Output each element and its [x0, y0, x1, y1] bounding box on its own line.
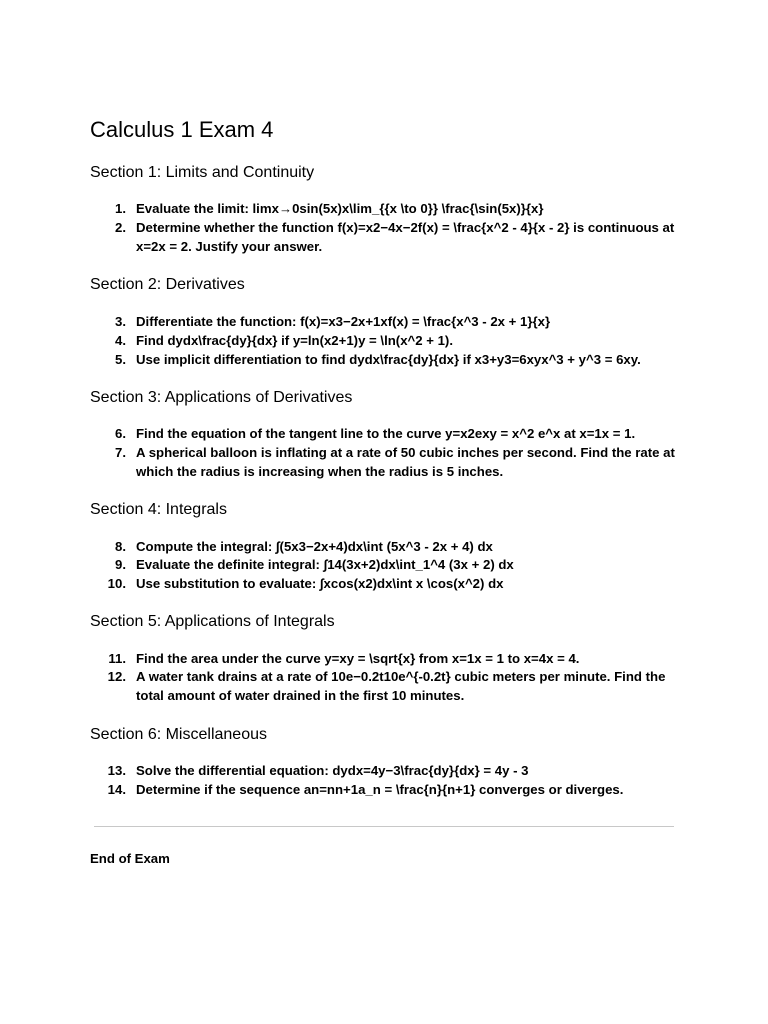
question-number: 10. [107, 576, 126, 591]
section-3-heading: Section 3: Applications of Derivatives [90, 389, 353, 406]
question-number: 8. [115, 539, 126, 554]
question-text: A water tank drains at a rate of 10e−0.2t10e^{-0.2t} cubic meters per minute. Find the total amount of water drained in the first 10 minutes. [136, 669, 666, 703]
question-text: Determine if the sequence an=nn+1a_n = \frac{n}{n+1} converges or diverges. [136, 782, 624, 797]
question-text: Use implicit differentiation to find dydx\frac{dy}{dx} if x3+y3=6xyx^3 + y^3 = 6xy. [136, 352, 641, 367]
question-text: Find the equation of the tangent line to the curve y=x2exy = x^2 e^x at x=1x = 1. [136, 426, 636, 441]
question-number: 9. [115, 557, 126, 572]
question-text: A spherical balloon is inflating at a rate of 50 cubic inches per second. Find the rate at which the radius is increasing when the radius is 5 inches. [136, 445, 675, 479]
question-text: Determine whether the function f(x)=x2−4x−2f(x) = \frac{x^2 - 4}{x - 2} is continuous at x=2x = 2. Justify your answer. [136, 220, 675, 254]
question-text: Find dydx\frac{dy}{dx} if y=ln(x2+1)y = \ln(x^2 + 1). [136, 333, 453, 348]
question-text: Differentiate the function: f(x)=x3−2x+1xf(x) = \frac{x^3 - 2x + 1}{x} [136, 314, 551, 329]
section-2-heading: Section 2: Derivatives [90, 276, 245, 293]
question-text: Find the area under the curve y=xy = \sqrt{x} from x=1x = 1 to x=4x = 4. [136, 651, 580, 666]
page-title: Calculus 1 Exam 4 [90, 117, 274, 142]
question-text: Compute the integral: ∫(5x3−2x+4)dx\int (5x^3 - 2x + 4) dx [136, 539, 493, 554]
question-number: 13. [107, 763, 126, 778]
question-number: 12. [107, 669, 126, 684]
question-text: Evaluate the limit: limx→0sin(5x)x\lim_{{x \to 0}} \frac{\sin(5x)}{x} [136, 201, 544, 216]
section-6-heading: Section 6: Miscellaneous [90, 726, 267, 743]
question-text: Use substitution to evaluate: ∫xcos(x2)dx\int x \cos(x^2) dx [136, 576, 504, 591]
section-1-heading: Section 1: Limits and Continuity [90, 164, 315, 181]
question-number: 2. [115, 220, 126, 235]
question-number: 14. [107, 782, 126, 797]
question-number: 1. [115, 201, 126, 216]
question-number: 6. [115, 426, 126, 441]
question-text: Evaluate the definite integral: ∫14(3x+2)dx\int_1^4 (3x + 2) dx [136, 557, 514, 572]
horizontal-divider [94, 826, 674, 827]
question-text: Solve the differential equation: dydx=4y−3\frac{dy}{dx} = 4y - 3 [136, 763, 529, 778]
section-5-heading: Section 5: Applications of Integrals [90, 613, 335, 630]
question-number: 4. [115, 333, 126, 348]
end-of-exam-label: End of Exam [90, 851, 170, 866]
section-4-heading: Section 4: Integrals [90, 501, 227, 518]
question-number: 11. [108, 651, 126, 666]
question-number: 5. [115, 352, 126, 367]
question-number: 3. [115, 314, 126, 329]
question-number: 7. [115, 445, 126, 460]
